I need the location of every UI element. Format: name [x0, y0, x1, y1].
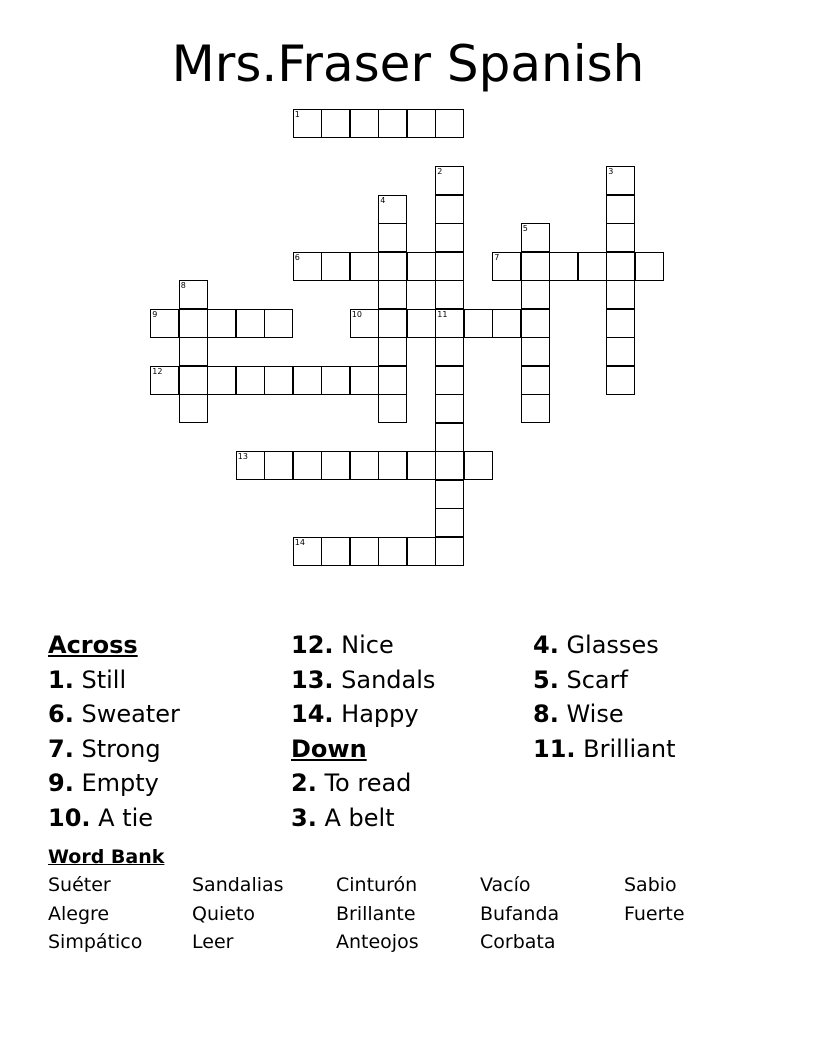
- clue-text: To read: [316, 769, 412, 797]
- crossword-cell[interactable]: [635, 252, 664, 281]
- crossword-cell[interactable]: [236, 309, 265, 338]
- crossword-cell[interactable]: [378, 451, 407, 480]
- cell-number: 2: [437, 167, 443, 177]
- clue-text: Wise: [558, 700, 624, 728]
- clue-text: Scarf: [558, 665, 628, 694]
- crossword-cell[interactable]: [293, 366, 322, 395]
- crossword-cell[interactable]: [179, 280, 208, 309]
- clue-text: Happy: [333, 700, 419, 728]
- crossword-cell[interactable]: [435, 337, 464, 366]
- crossword-cell[interactable]: [293, 252, 322, 281]
- crossword-cell[interactable]: [407, 451, 436, 480]
- crossword-cell[interactable]: [464, 451, 493, 480]
- clue-number: 5.: [533, 665, 559, 694]
- crossword-cell[interactable]: [321, 537, 350, 566]
- crossword-cell[interactable]: [179, 366, 208, 395]
- crossword-cell[interactable]: [521, 309, 550, 338]
- clue-column-2: [291, 628, 435, 835]
- crossword-cell[interactable]: [378, 109, 407, 138]
- clue-item: [291, 766, 435, 801]
- crossword-cell[interactable]: [378, 280, 407, 309]
- clue-number: 1.: [48, 665, 74, 694]
- crossword-cell[interactable]: [521, 394, 550, 423]
- clue-text: Strong: [73, 734, 161, 763]
- crossword-cell[interactable]: [435, 451, 464, 480]
- crossword-cell[interactable]: [236, 451, 265, 480]
- clue-item: [291, 801, 435, 836]
- crossword-cell[interactable]: [293, 537, 322, 566]
- clue-item: [48, 732, 180, 767]
- word-bank-word: Fuerte: [624, 903, 685, 925]
- clue-number: 12.: [291, 631, 334, 659]
- cell-number: 3: [608, 167, 614, 177]
- clue-number: 3.: [291, 803, 317, 832]
- crossword-cell[interactable]: [578, 252, 607, 281]
- clue-item: [533, 628, 675, 663]
- clue-section-heading: [291, 732, 435, 767]
- crossword-cell[interactable]: [435, 166, 464, 195]
- clue-section-heading: [48, 628, 180, 663]
- crossword-cell[interactable]: [378, 537, 407, 566]
- clue-text: Sweater: [73, 700, 180, 728]
- crossword-cell[interactable]: [321, 366, 350, 395]
- clue-column-1: [48, 628, 180, 835]
- clue-text: A tie: [90, 803, 154, 832]
- word-bank-word: Quieto: [192, 903, 256, 925]
- crossword-cell[interactable]: [264, 309, 293, 338]
- crossword-cell[interactable]: [407, 252, 436, 281]
- crossword-cell[interactable]: [435, 423, 464, 452]
- crossword-cell[interactable]: [150, 309, 179, 338]
- crossword-cell[interactable]: [521, 252, 550, 281]
- clue-item: [48, 801, 180, 836]
- crossword-cell[interactable]: [435, 366, 464, 395]
- word-bank-word: Cinturón: [336, 874, 418, 896]
- crossword-cell[interactable]: [435, 394, 464, 423]
- word-bank-word: Suéter: [48, 874, 111, 896]
- crossword-cell[interactable]: [378, 337, 407, 366]
- clue-item: [291, 663, 435, 698]
- crossword-cell[interactable]: [492, 252, 521, 281]
- clue-text: Sandals: [333, 665, 436, 694]
- crossword-cell[interactable]: [606, 252, 635, 281]
- crossword-cell[interactable]: [350, 252, 379, 281]
- word-bank-word: Alegre: [48, 903, 110, 925]
- crossword-cell[interactable]: [378, 366, 407, 395]
- word-bank-word: Leer: [192, 931, 234, 953]
- crossword-cell[interactable]: [435, 537, 464, 566]
- clue-number: 6.: [48, 700, 74, 728]
- heading-text: Down: [291, 734, 367, 763]
- word-bank-word: Bufanda: [480, 903, 560, 925]
- crossword-cell[interactable]: [435, 195, 464, 224]
- word-bank-word: Brillante: [336, 903, 416, 925]
- clue-number: 2.: [291, 769, 317, 797]
- crossword-cell[interactable]: [321, 451, 350, 480]
- clue-number: 10.: [48, 803, 91, 832]
- crossword-cell[interactable]: [606, 366, 635, 395]
- crossword-cell[interactable]: [606, 280, 635, 309]
- clue-text: Empty: [73, 769, 159, 797]
- crossword-cell[interactable]: [321, 109, 350, 138]
- clue-number: 4.: [533, 631, 559, 659]
- crossword-cell[interactable]: [293, 109, 322, 138]
- crossword-cell[interactable]: [350, 109, 379, 138]
- cell-number: 10: [351, 309, 362, 319]
- crossword-cell[interactable]: [521, 337, 550, 366]
- crossword-cell[interactable]: [435, 252, 464, 281]
- crossword-cell[interactable]: [407, 109, 436, 138]
- crossword-cell[interactable]: [293, 451, 322, 480]
- word-bank-word: Sandalias: [192, 874, 284, 896]
- word-bank-word: Anteojos: [336, 931, 419, 953]
- clue-item: [533, 663, 675, 698]
- crossword-cell[interactable]: [350, 537, 379, 566]
- word-bank-word: Sabio: [624, 874, 677, 896]
- cell-number: 4: [380, 195, 386, 205]
- crossword-cell[interactable]: [606, 309, 635, 338]
- crossword-cell[interactable]: [521, 223, 550, 252]
- crossword-cell[interactable]: [378, 195, 407, 224]
- crossword-cell[interactable]: [435, 309, 464, 338]
- cell-number: 8: [180, 281, 186, 291]
- clue-text: A belt: [316, 803, 395, 832]
- clue-number: 13.: [291, 665, 334, 694]
- clue-text: Still: [73, 665, 127, 694]
- clue-item: [533, 732, 675, 767]
- word-bank-word: Corbata: [480, 931, 556, 953]
- cell-number: 12: [152, 366, 163, 376]
- crossword-cell[interactable]: [521, 280, 550, 309]
- crossword-cell[interactable]: [350, 366, 379, 395]
- cell-number: 7: [494, 252, 500, 262]
- clue-number: 7.: [48, 734, 74, 763]
- cell-number: 5: [522, 224, 528, 234]
- cell-number: 9: [152, 309, 158, 319]
- crossword-cell[interactable]: [521, 366, 550, 395]
- crossword-cell[interactable]: [321, 252, 350, 281]
- crossword-cell[interactable]: [435, 109, 464, 138]
- crossword-cell[interactable]: [378, 394, 407, 423]
- clue-number: 11.: [533, 734, 576, 763]
- crossword-cell[interactable]: [378, 309, 407, 338]
- crossword-cell[interactable]: [407, 537, 436, 566]
- clue-number: 8.: [533, 700, 559, 728]
- clue-item: [533, 697, 675, 732]
- clue-text: Glasses: [558, 631, 659, 659]
- crossword-cell[interactable]: [492, 309, 521, 338]
- crossword-cell[interactable]: [606, 195, 635, 224]
- crossword-cell[interactable]: [207, 309, 236, 338]
- cell-number: 14: [294, 537, 305, 547]
- clue-item: [48, 766, 180, 801]
- crossword-cell[interactable]: [264, 366, 293, 395]
- cell-number: 11: [437, 309, 448, 319]
- crossword-cell[interactable]: [179, 309, 208, 338]
- crossword-cell[interactable]: [606, 337, 635, 366]
- heading-text: Across: [48, 631, 138, 659]
- clue-item: [291, 628, 435, 663]
- crossword-cell[interactable]: [236, 366, 265, 395]
- clue-number: 9.: [48, 769, 74, 797]
- crossword-cell[interactable]: [150, 366, 179, 395]
- crossword-cell[interactable]: [179, 337, 208, 366]
- crossword-cell[interactable]: [378, 223, 407, 252]
- cell-number: 13: [237, 452, 248, 462]
- word-bank-title: Word Bank: [48, 846, 165, 868]
- crossword-cell[interactable]: [606, 223, 635, 252]
- cell-number: 1: [294, 110, 300, 120]
- crossword-cell[interactable]: [264, 451, 293, 480]
- crossword-cell[interactable]: [350, 451, 379, 480]
- clue-item: [48, 663, 180, 698]
- crossword-cell[interactable]: [207, 366, 236, 395]
- crossword-cell[interactable]: [378, 252, 407, 281]
- crossword-cell[interactable]: [435, 280, 464, 309]
- clue-item: [48, 697, 180, 732]
- crossword-cell[interactable]: [407, 309, 436, 338]
- crossword-cell[interactable]: [549, 252, 578, 281]
- clue-text: Nice: [333, 631, 394, 659]
- word-bank-word: Simpático: [48, 931, 143, 953]
- page-title: Mrs.Fraser Spanish: [171, 35, 645, 93]
- crossword-cell[interactable]: [179, 394, 208, 423]
- cell-number: 6: [294, 252, 300, 262]
- clue-item: [291, 697, 435, 732]
- crossword-cell[interactable]: [435, 508, 464, 537]
- crossword-cell[interactable]: [464, 309, 493, 338]
- clue-number: 14.: [291, 700, 334, 728]
- crossword-cell[interactable]: [350, 309, 379, 338]
- crossword-cell[interactable]: [606, 166, 635, 195]
- crossword-cell[interactable]: [435, 223, 464, 252]
- clue-column-3: [533, 628, 675, 766]
- word-bank-word: Vacío: [480, 874, 531, 896]
- crossword-cell[interactable]: [435, 480, 464, 509]
- clue-text: Brilliant: [575, 734, 676, 763]
